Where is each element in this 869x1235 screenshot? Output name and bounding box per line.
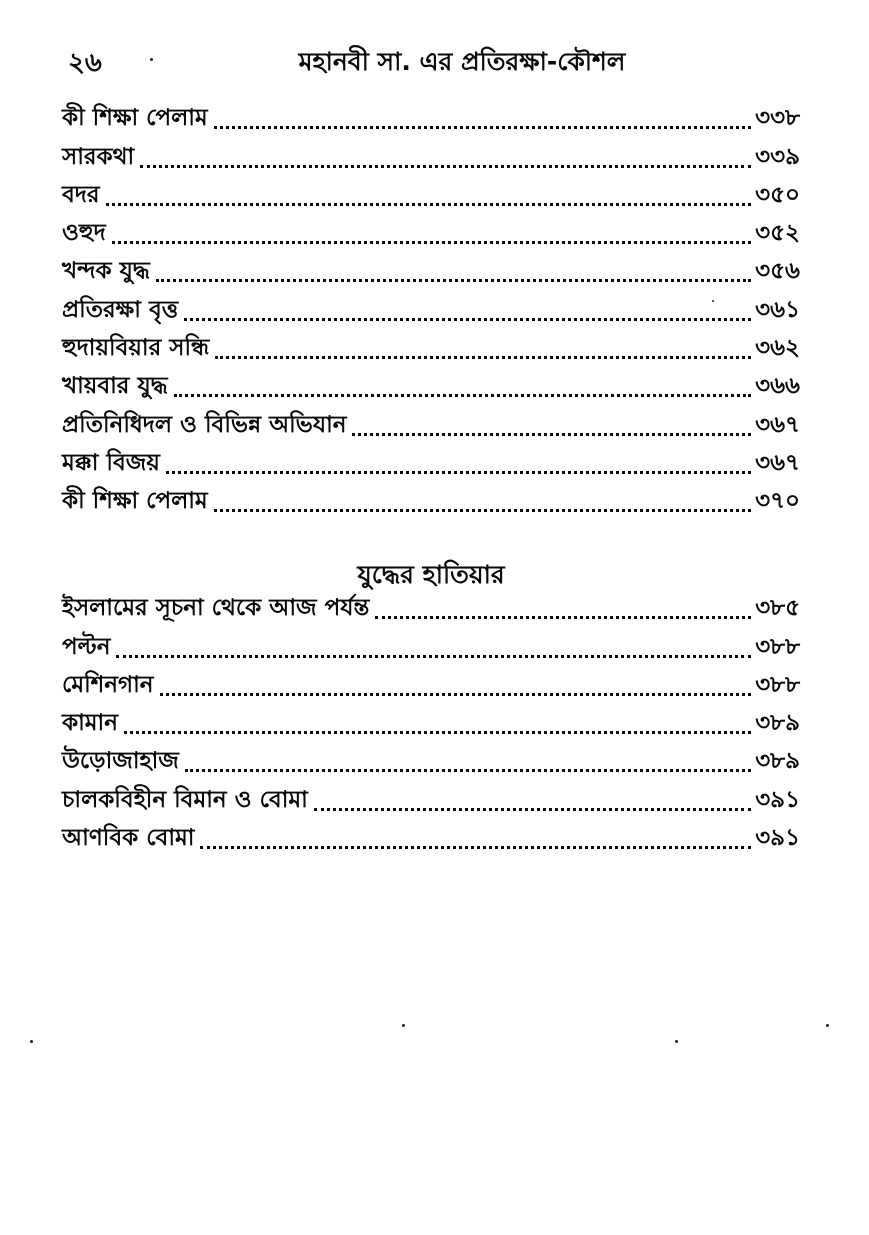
toc-entry-page: ৩৮৮ <box>755 671 800 698</box>
dot-leader <box>116 654 751 658</box>
dot-leader <box>124 730 751 734</box>
toc-entry-title: উড়োজাহাজ <box>62 748 179 775</box>
toc-entry <box>62 781 800 819</box>
scan-speck <box>150 58 153 61</box>
toc-entry <box>62 215 800 253</box>
toc-entry <box>62 330 800 368</box>
toc-entry-page: ৩৩৯ <box>755 143 800 170</box>
toc-entry-page: ৩৫২ <box>755 220 800 247</box>
section-heading: যুদ্ধের হাতিয়ার <box>357 560 505 589</box>
dot-leader <box>215 355 751 359</box>
toc-entry-page: ৩৬১ <box>755 296 800 323</box>
toc-entry-page: ৩৬৬ <box>755 373 800 400</box>
toc-entry-title: কী শিক্ষা পেলাম <box>62 488 208 515</box>
toc-entry-page: ৩৮৯ <box>755 748 800 775</box>
toc-entry <box>62 138 800 176</box>
dot-leader <box>214 508 751 512</box>
toc-entry-page: ৩৮৫ <box>755 595 800 622</box>
toc-entry <box>62 705 800 743</box>
toc-entry <box>62 368 800 406</box>
toc-entry-page: ৩৮৮ <box>755 633 800 660</box>
toc-entry-title: বদর <box>62 181 100 208</box>
scan-speck <box>826 1024 829 1027</box>
toc-entry <box>62 628 800 666</box>
toc-entry-title: প্রতিরক্ষা বৃত্ত <box>62 296 179 323</box>
toc-entry-title: খন্দক যুদ্ধ <box>62 258 150 285</box>
toc-entry <box>62 177 800 215</box>
toc-entry-title: পল্টন <box>62 633 111 660</box>
scan-speck <box>712 300 714 302</box>
running-title: মহানবী সা. এর প্রতিরক্ষা-কৌশল <box>298 47 626 76</box>
toc-entry <box>62 100 800 138</box>
toc-entry <box>62 590 800 628</box>
toc-entry-title: আণবিক বোমা <box>62 825 195 852</box>
dot-leader <box>214 125 751 129</box>
toc-entry <box>62 820 800 858</box>
toc-entry-page: ৩৭০ <box>755 488 800 515</box>
toc-entry-page: ৩৩৮ <box>755 105 800 132</box>
scan-speck <box>675 1040 678 1043</box>
toc-entry <box>62 483 800 521</box>
toc-entry-page: ৩৫৬ <box>755 258 800 285</box>
page-number: ২৬ <box>68 48 102 78</box>
toc-entry-title: খায়বার যুদ্ধ <box>62 373 168 400</box>
toc-entry-title: প্রতিনিধিদল ও বিভিন্ন অভিযান <box>62 411 347 438</box>
toc-entry-title: ওহুদ <box>62 220 106 247</box>
toc-entry <box>62 253 800 291</box>
toc-list-primary <box>62 100 800 521</box>
dot-leader <box>174 393 752 397</box>
dot-leader <box>112 240 751 244</box>
toc-entry-title: কী শিক্ষা পেলাম <box>62 105 208 132</box>
scan-speck <box>30 1040 33 1043</box>
dot-leader <box>184 317 751 321</box>
toc-entry-page: ৩৯১ <box>755 825 800 852</box>
toc-entry-title: মেশিনগান <box>62 671 154 698</box>
dot-leader <box>166 470 751 474</box>
dot-leader <box>375 615 751 619</box>
toc-list-weapons <box>62 590 800 858</box>
toc-entry-title: সারকথা <box>62 143 135 170</box>
dot-leader <box>314 807 751 811</box>
toc-entry-page: ৩৬৭ <box>755 449 800 476</box>
toc-entry-title: হুদায়বিয়ার সন্ধি <box>62 335 210 362</box>
page-header <box>62 40 802 80</box>
toc-entry <box>62 743 800 781</box>
dot-leader <box>156 278 751 282</box>
toc-entry-title: মক্কা বিজয় <box>62 449 160 476</box>
toc-entry-page: ৩৮৯ <box>755 710 800 737</box>
toc-entry-page: ৩৬৭ <box>755 411 800 438</box>
toc-entry-title: ইসলামের সূচনা থেকে আজ পর্যন্ত <box>62 595 370 622</box>
dot-leader <box>200 845 751 849</box>
toc-entry-page: ৩৯১ <box>755 786 800 813</box>
toc-entry-title: কামান <box>62 710 118 737</box>
dot-leader <box>160 692 752 696</box>
dot-leader <box>185 768 751 772</box>
dot-leader <box>352 432 751 436</box>
toc-entry-title: চালকবিহীন বিমান ও বোমা <box>62 786 308 813</box>
toc-entry <box>62 445 800 483</box>
toc-entry <box>62 667 800 705</box>
scan-speck <box>402 1024 405 1027</box>
toc-entry <box>62 291 800 329</box>
dot-leader <box>140 164 751 168</box>
toc-entry-page: ৩৫০ <box>755 181 800 208</box>
toc-entry <box>62 406 800 444</box>
toc-entry-page: ৩৬২ <box>755 335 800 362</box>
dot-leader <box>106 202 752 206</box>
